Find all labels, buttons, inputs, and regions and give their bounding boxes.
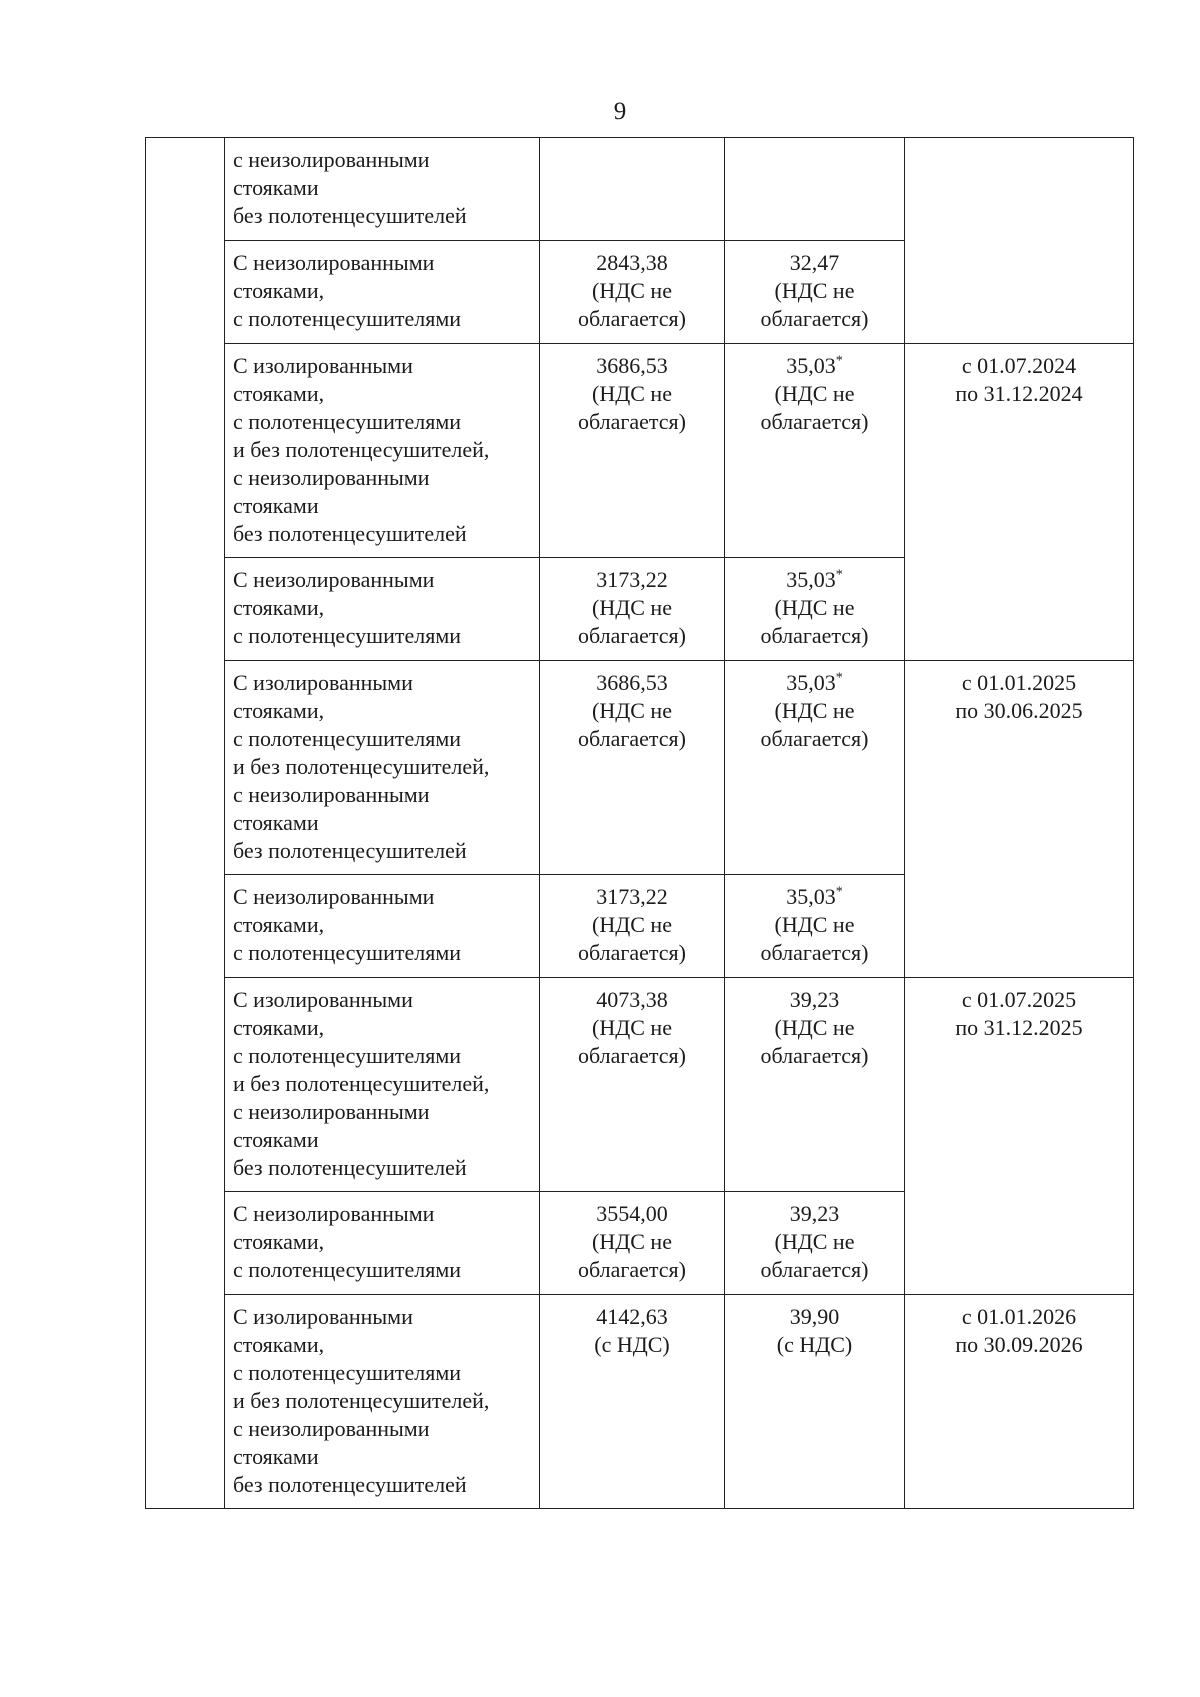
- footnote-mark: *: [835, 670, 843, 686]
- desc-line: [233, 911, 533, 939]
- norm-text: облагается): [760, 409, 869, 434]
- desc-text: стояками: [233, 810, 319, 835]
- price-line: [546, 277, 718, 305]
- period-cell: [905, 1295, 1134, 1509]
- desc-text: с полотенцесушителями: [233, 1257, 462, 1282]
- norm-line: [731, 1331, 898, 1359]
- norm-line: [731, 277, 898, 305]
- price-text: 3686,53: [596, 670, 668, 695]
- desc-text: стояками,: [233, 912, 325, 937]
- norm-line: [731, 1303, 898, 1331]
- row-description: [225, 875, 540, 978]
- footnote-mark: *: [835, 884, 843, 900]
- desc-text: с полотенцесушителями: [233, 409, 462, 434]
- desc-text: с полотенцесушителями: [233, 1043, 462, 1068]
- table-row: [146, 978, 1134, 1192]
- desc-text: с неизолированными: [233, 147, 430, 172]
- price-line: [546, 594, 718, 622]
- norm-text: 35,03: [786, 884, 836, 909]
- desc-text: с полотенцесушителями: [233, 1360, 462, 1385]
- desc-line: [233, 883, 533, 911]
- price-text: облагается): [577, 623, 687, 648]
- norm-value-cell: [725, 875, 905, 978]
- norm-value-cell: [725, 978, 905, 1192]
- desc-line: [233, 202, 533, 230]
- norm-value-cell: [725, 661, 905, 875]
- desc-text: стояками,: [233, 595, 325, 620]
- price-text: облагается): [577, 1257, 687, 1282]
- desc-line: [233, 1303, 533, 1331]
- desc-line: [233, 781, 533, 809]
- desc-text: стояками,: [233, 278, 325, 303]
- desc-line: [233, 277, 533, 305]
- desc-text: с неизолированными: [233, 782, 430, 807]
- desc-text: С неизолированными: [233, 1201, 435, 1226]
- tariff-table: [145, 137, 1134, 1509]
- norm-line: [731, 986, 898, 1014]
- desc-line: [233, 249, 533, 277]
- desc-text: С изолированными: [233, 670, 413, 695]
- desc-text: С изолированными: [233, 1304, 413, 1329]
- desc-text: стояками: [233, 493, 319, 518]
- norm-text: 39,23: [789, 1201, 840, 1226]
- period-text: с 01.01.2025: [961, 670, 1077, 695]
- norm-line: [731, 1042, 898, 1070]
- price-text: облагается): [577, 940, 687, 965]
- desc-line: [233, 986, 533, 1014]
- price-text: (НДС не: [592, 912, 672, 937]
- price-text: 4142,63: [596, 1304, 668, 1329]
- period-text: с 01.07.2024: [961, 353, 1077, 378]
- norm-text: 35,03: [786, 670, 836, 695]
- norm-line: [731, 1256, 898, 1284]
- desc-line: [233, 1098, 533, 1126]
- desc-line: [233, 1200, 533, 1228]
- desc-text: и без полотенцесушителей,: [233, 1071, 490, 1096]
- desc-text: стояками,: [233, 1229, 325, 1254]
- index-column-cell: [146, 138, 225, 1509]
- desc-line: [233, 697, 533, 725]
- desc-line: [233, 809, 533, 837]
- price-text: 3173,22: [596, 567, 668, 592]
- price-line: [546, 408, 718, 436]
- desc-text: без полотенцесушителей: [233, 521, 467, 546]
- row-description: [225, 558, 540, 661]
- price-text: 3686,53: [596, 353, 668, 378]
- price-line: [546, 622, 718, 650]
- desc-text: С изолированными: [233, 987, 413, 1012]
- row-description: [225, 978, 540, 1192]
- desc-line: [233, 1042, 533, 1070]
- price-line: [546, 1042, 718, 1070]
- tariff-value-cell: [540, 138, 725, 241]
- norm-text: (НДС не: [774, 1015, 855, 1040]
- price-text: 3173,22: [596, 884, 668, 909]
- price-line: [546, 986, 718, 1014]
- price-line: [546, 1200, 718, 1228]
- norm-line: [731, 305, 898, 333]
- desc-text: с неизолированными: [233, 465, 430, 490]
- period-line: [911, 352, 1127, 380]
- price-line: [546, 1331, 718, 1359]
- norm-line: [731, 352, 898, 380]
- norm-line: [731, 1014, 898, 1042]
- norm-value-cell: [725, 1295, 905, 1509]
- norm-text: 39,23: [789, 987, 840, 1012]
- desc-text: без полотенцесушителей: [233, 1155, 467, 1180]
- period-line: [911, 1014, 1127, 1042]
- price-line: [546, 883, 718, 911]
- tariff-value-cell: [540, 1192, 725, 1295]
- norm-line: [731, 622, 898, 650]
- row-description: [225, 241, 540, 344]
- desc-text: С неизолированными: [233, 884, 435, 909]
- norm-line: [731, 380, 898, 408]
- norm-line: [731, 408, 898, 436]
- price-line: [546, 1014, 718, 1042]
- norm-line: [731, 594, 898, 622]
- desc-text: стояками,: [233, 381, 325, 406]
- norm-text: (с НДС): [776, 1332, 853, 1357]
- footnote-mark: *: [835, 567, 843, 583]
- desc-line: [233, 594, 533, 622]
- desc-line: [233, 520, 533, 548]
- period-line: [911, 697, 1127, 725]
- norm-text: (НДС не: [774, 912, 855, 937]
- norm-text: облагается): [760, 1043, 869, 1068]
- price-line: [546, 1303, 718, 1331]
- desc-text: с полотенцесушителями: [233, 726, 462, 751]
- table-row: [146, 661, 1134, 875]
- norm-line: [731, 669, 898, 697]
- desc-line: [233, 837, 533, 865]
- price-text: (НДС не: [592, 278, 672, 303]
- norm-text: облагается): [760, 623, 869, 648]
- price-text: (НДС не: [592, 698, 672, 723]
- desc-line: [233, 725, 533, 753]
- desc-line: [233, 622, 533, 650]
- page-number: 9: [613, 98, 627, 125]
- desc-line: [233, 436, 533, 464]
- table-row: [146, 344, 1134, 558]
- row-description: [225, 1192, 540, 1295]
- norm-line: [731, 939, 898, 967]
- norm-line: [731, 697, 898, 725]
- desc-line: [233, 174, 533, 202]
- desc-text: без полотенцесушителей: [233, 1472, 467, 1497]
- period-line: [911, 380, 1127, 408]
- norm-text: (НДС не: [774, 698, 855, 723]
- tariff-table-body: [146, 138, 1134, 1509]
- norm-text: (НДС не: [774, 595, 855, 620]
- table-row: [146, 1295, 1134, 1509]
- norm-value-cell: [725, 558, 905, 661]
- norm-text: (НДС не: [774, 381, 855, 406]
- price-text: (НДС не: [592, 381, 672, 406]
- period-cell: [905, 138, 1134, 344]
- period-text: с 01.01.2026: [961, 1304, 1077, 1329]
- desc-line: [233, 1154, 533, 1182]
- desc-line: [233, 352, 533, 380]
- norm-text: (НДС не: [774, 278, 855, 303]
- price-text: 3554,00: [596, 1201, 668, 1226]
- price-line: [546, 911, 718, 939]
- desc-text: с неизолированными: [233, 1099, 430, 1124]
- desc-line: [233, 408, 533, 436]
- desc-text: стояками,: [233, 1332, 325, 1357]
- desc-text: с неизолированными: [233, 1416, 430, 1441]
- norm-value-cell: [725, 138, 905, 241]
- norm-text: 39,90: [789, 1304, 840, 1329]
- desc-line: [233, 146, 533, 174]
- desc-line: [233, 1126, 533, 1154]
- norm-line: [731, 725, 898, 753]
- desc-text: и без полотенцесушителей,: [233, 437, 490, 462]
- desc-line: [233, 1471, 533, 1499]
- desc-line: [233, 1415, 533, 1443]
- desc-text: без полотенцесушителей: [233, 838, 467, 863]
- desc-line: [233, 1443, 533, 1471]
- desc-line: [233, 305, 533, 333]
- desc-line: [233, 939, 533, 967]
- norm-text: 35,03: [786, 567, 836, 592]
- desc-line: [233, 1387, 533, 1415]
- desc-text: С изолированными: [233, 353, 413, 378]
- desc-text: стояками: [233, 1127, 319, 1152]
- norm-line: [731, 249, 898, 277]
- price-line: [546, 669, 718, 697]
- norm-text: облагается): [760, 940, 869, 965]
- desc-line: [233, 1359, 533, 1387]
- row-description: [225, 1295, 540, 1509]
- desc-line: [233, 1228, 533, 1256]
- period-cell: [905, 661, 1134, 978]
- period-cell: [905, 344, 1134, 661]
- tariff-value-cell: [540, 241, 725, 344]
- norm-value-cell: [725, 344, 905, 558]
- tariff-value-cell: [540, 558, 725, 661]
- price-text: (НДС не: [592, 595, 672, 620]
- norm-text: облагается): [760, 1257, 869, 1282]
- desc-text: и без полотенцесушителей,: [233, 754, 490, 779]
- period-line: [911, 986, 1127, 1014]
- desc-line: [233, 753, 533, 781]
- desc-text: стояками: [233, 1444, 319, 1469]
- desc-text: с полотенцесушителями: [233, 940, 462, 965]
- price-line: [546, 697, 718, 725]
- desc-text: с полотенцесушителями: [233, 306, 462, 331]
- norm-value-cell: [725, 241, 905, 344]
- price-text: 4073,38: [596, 987, 668, 1012]
- period-text: по 31.12.2025: [955, 1015, 1083, 1040]
- desc-text: С неизолированными: [233, 567, 435, 592]
- period-cell: [905, 978, 1134, 1295]
- price-line: [546, 725, 718, 753]
- desc-line: [233, 1070, 533, 1098]
- price-line: [546, 380, 718, 408]
- price-text: (НДС не: [592, 1229, 672, 1254]
- price-text: облагается): [577, 1043, 687, 1068]
- norm-line: [731, 911, 898, 939]
- desc-text: и без полотенцесушителей,: [233, 1388, 490, 1413]
- price-text: 2843,38: [596, 250, 668, 275]
- norm-value-cell: [725, 1192, 905, 1295]
- desc-text: С неизолированными: [233, 250, 435, 275]
- desc-text: стояками,: [233, 1015, 325, 1040]
- tariff-value-cell: [540, 344, 725, 558]
- tariff-value-cell: [540, 1295, 725, 1509]
- desc-line: [233, 1331, 533, 1359]
- norm-line: [731, 566, 898, 594]
- desc-line: [233, 492, 533, 520]
- norm-line: [731, 883, 898, 911]
- desc-text: стояками: [233, 175, 319, 200]
- period-text: по 30.09.2026: [955, 1332, 1083, 1357]
- desc-line: [233, 669, 533, 697]
- desc-line: [233, 380, 533, 408]
- tariff-value-cell: [540, 875, 725, 978]
- period-text: с 01.07.2025: [961, 987, 1077, 1012]
- price-line: [546, 939, 718, 967]
- desc-line: [233, 1256, 533, 1284]
- period-line: [911, 669, 1127, 697]
- period-text: по 31.12.2024: [955, 381, 1083, 406]
- price-line: [546, 305, 718, 333]
- norm-text: 32,47: [789, 250, 840, 275]
- desc-line: [233, 566, 533, 594]
- desc-line: [233, 1014, 533, 1042]
- desc-text: с полотенцесушителями: [233, 623, 462, 648]
- period-line: [911, 1303, 1127, 1331]
- price-line: [546, 1228, 718, 1256]
- price-line: [546, 1256, 718, 1284]
- norm-text: (НДС не: [774, 1229, 855, 1254]
- price-text: облагается): [577, 409, 687, 434]
- norm-text: облагается): [760, 306, 869, 331]
- price-line: [546, 566, 718, 594]
- price-line: [546, 249, 718, 277]
- row-description: [225, 138, 540, 241]
- desc-text: без полотенцесушителей: [233, 203, 467, 228]
- desc-text: стояками,: [233, 698, 325, 723]
- footnote-mark: *: [835, 353, 843, 369]
- table-row: [146, 138, 1134, 241]
- row-description: [225, 661, 540, 875]
- price-text: облагается): [577, 306, 687, 331]
- tariff-value-cell: [540, 978, 725, 1192]
- price-text: (НДС не: [592, 1015, 672, 1040]
- desc-line: [233, 464, 533, 492]
- price-text: облагается): [577, 726, 687, 751]
- period-line: [911, 1331, 1127, 1359]
- row-description: [225, 344, 540, 558]
- price-text: (с НДС): [594, 1332, 670, 1357]
- norm-line: [731, 1228, 898, 1256]
- period-text: по 30.06.2025: [955, 698, 1083, 723]
- norm-text: облагается): [760, 726, 869, 751]
- norm-text: 35,03: [786, 353, 836, 378]
- tariff-value-cell: [540, 661, 725, 875]
- norm-line: [731, 1200, 898, 1228]
- price-line: [546, 352, 718, 380]
